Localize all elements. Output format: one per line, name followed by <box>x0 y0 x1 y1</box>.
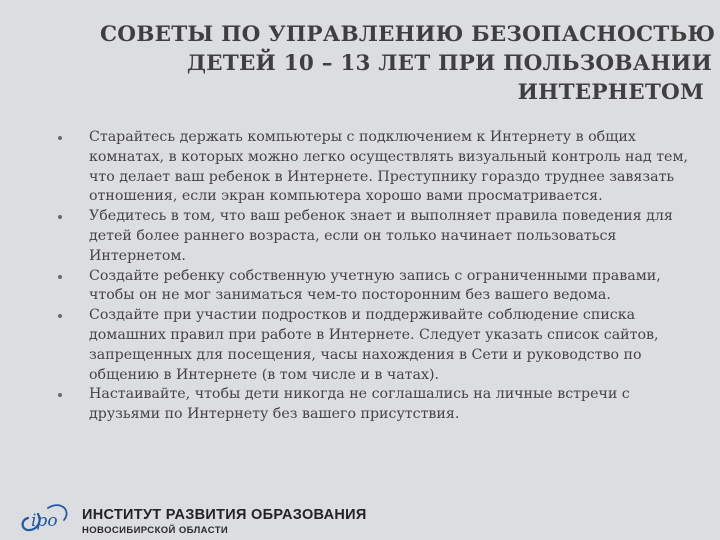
title-line-2: ДЕТЕЙ 10 – 13 ЛЕТ ПРИ ПОЛЬЗОВАНИИ <box>186 51 712 76</box>
title-line-3: ИНТЕРНЕТОМ <box>517 80 704 105</box>
tip-text: Создайте при участии подростков и поддерживайте соблюдение списка домашних правил при работе в Интернете. Следует указать список сайтов, запрещенных для посещения, часы нахождения в Сети и руководство по общению в Интернете (в том числе и в чатах). <box>89 307 659 383</box>
org-region: НОВОСИБИРСКОЙ ОБЛАСТИ <box>82 525 229 536</box>
tip-item <box>58 207 698 266</box>
bullet-icon <box>58 393 62 397</box>
tip-item <box>58 385 698 425</box>
institute-logo-icon <box>18 498 70 536</box>
tip-item <box>58 306 698 385</box>
tip-item <box>58 128 698 207</box>
bullet-icon <box>58 275 62 279</box>
tip-text: Настаивайте, чтобы дети никогда не соглашались на личные встречи с друзьями по Интернету без вашего присутствия. <box>89 386 630 423</box>
slide-title <box>100 20 716 107</box>
bullet-icon <box>58 215 62 219</box>
bullet-icon <box>58 136 62 140</box>
bullet-icon <box>58 314 62 318</box>
tips-list <box>58 128 698 425</box>
tip-text: Создайте ребенку собственную учетную запись с ограниченными правами, чтобы он не мог заниматься чем-то посторонним без вашего ведома. <box>89 267 661 304</box>
tip-item <box>58 267 698 307</box>
org-name: ИНСТИТУТ РАЗВИТИЯ ОБРАЗОВАНИЯ <box>82 507 367 523</box>
tip-text: Убедитесь в том, что ваш ребенок знает и выполняет правила поведения для детей более раннего возраста, если он только начинает пользоваться Интернетом. <box>89 208 673 264</box>
footer <box>18 498 367 538</box>
logo-text: ipo <box>31 511 58 531</box>
title-line-1: СОВЕТЫ ПО УПРАВЛЕНИЮ БЕЗОПАСНОСТЬЮ <box>100 22 716 47</box>
tip-text: Старайтесь держать компьютеры с подключением к Интернету в общих комнатах, в которых можно легко осуществлять визуальный контроль над тем, что делает ваш ребенок в Интернете. Преступнику гораздо труднее завязать отношения, если экран компьютера хорошо вами просматривается. <box>89 129 688 205</box>
